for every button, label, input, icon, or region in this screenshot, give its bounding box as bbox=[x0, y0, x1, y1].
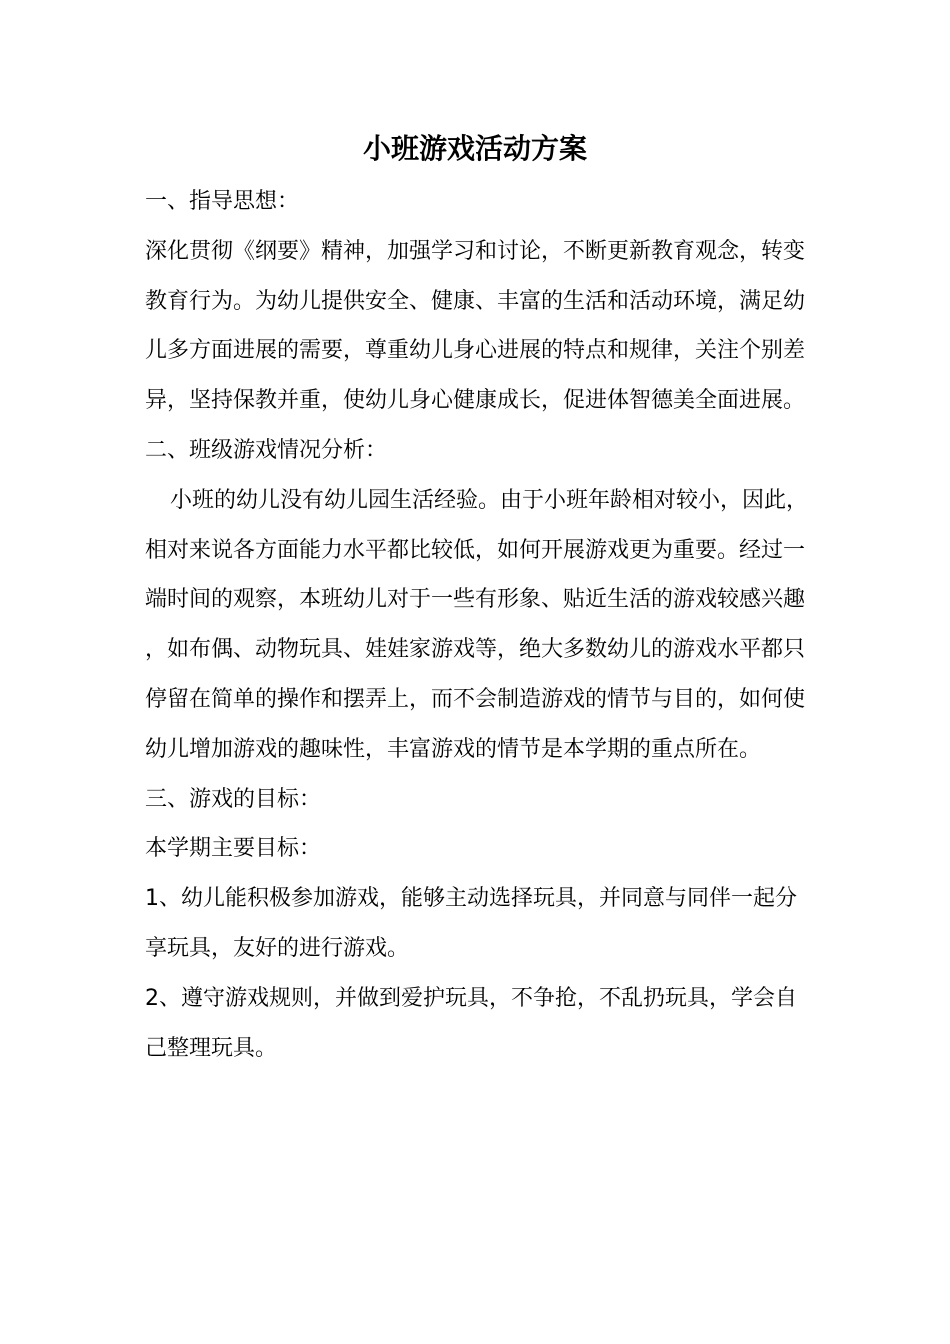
subheading-semester-goals: 本学期主要目标： bbox=[145, 836, 322, 862]
goal-item-1: 1、幼儿能积极参加游戏，能够主动选择玩具，并同意与同伴一起分享玩具，友好的进行游戏。 bbox=[145, 886, 797, 961]
document-body bbox=[145, 177, 810, 1073]
document-title: 小班游戏活动方案 bbox=[362, 132, 587, 165]
section-heading-guiding-thought: 一、指导思想： bbox=[145, 189, 300, 214]
goal-item-2: 2、遵守游戏规则，并做到爱护玩具，不争抢，不乱扔玩具，学会自己整理玩具。 bbox=[145, 985, 797, 1061]
paragraph-class-analysis: 小班的幼儿没有幼儿园生活经验。由于小班年龄相对较小，因此，相对来说各方面能力水平都比较低，如何开展游戏更为重要。经过一端时间的观察，本班幼儿对于一些有形象、贴近生活的游戏较感兴趣，如布偶、动物玩具、娃娃家游戏等，绝大多数幼儿的游戏水平都只停留在简单的操作和摆弄上，而不会制造游戏的情节与目的，如何使幼儿增加游戏的趣味性，丰富游戏的情节是本学期的重点所在。 bbox=[145, 487, 809, 762]
paragraph-guiding-thought: 深化贯彻《纲要》精神，加强学习和讨论，不断更新教育观念，转变教育行为。为幼儿提供安全、健康、丰富的生活和活动环境，满足幼儿多方面进展的需要，尊重幼儿身心进展的特点和规律，关注个别差异，坚持保教并重，使幼儿身心健康成长，促进体智德美全面进展。 bbox=[145, 238, 806, 414]
section-heading-game-goals: 三、游戏的目标： bbox=[145, 786, 322, 812]
section-heading-class-analysis: 二、班级游戏情况分析： bbox=[145, 437, 388, 463]
